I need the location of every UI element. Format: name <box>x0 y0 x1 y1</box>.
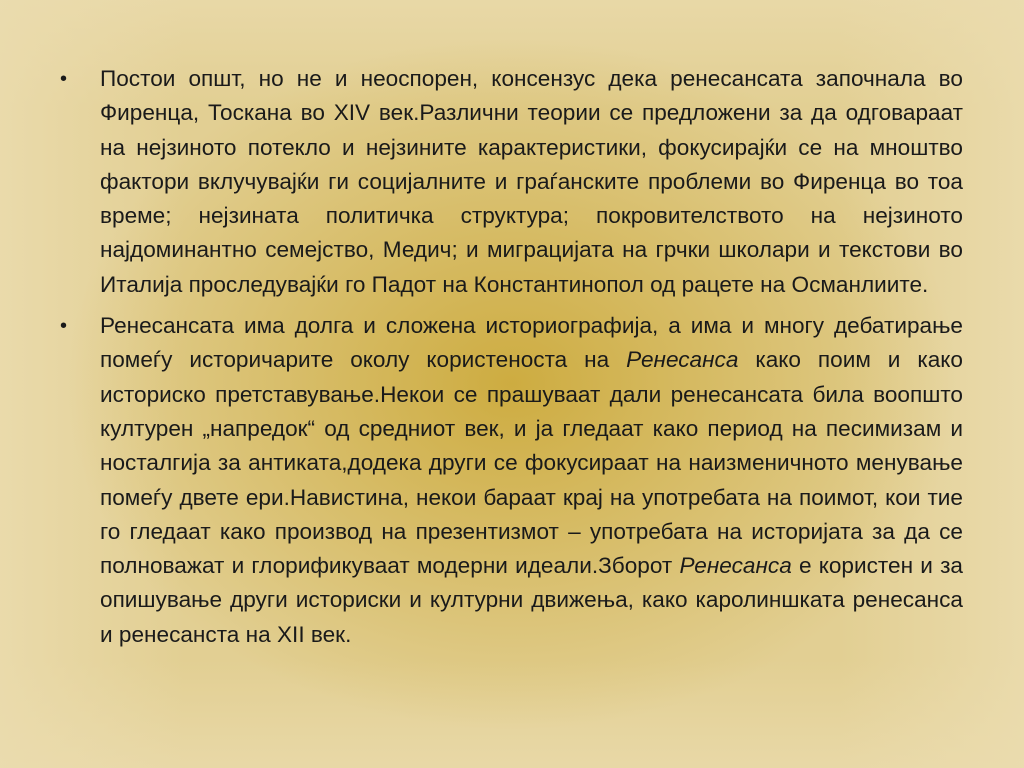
slide-content <box>58 62 963 659</box>
bullet-text-2-part3: е користен и за опишување други историски и културни движења, како каролиншката ренесанса и ренесанста на XII век. <box>100 553 963 647</box>
italic-term-renaissance: Ренесанса <box>679 553 792 579</box>
bullet-icon: • <box>60 315 68 338</box>
bullet-text-2-part1: Ренесансата има долга и сложена историографија, а има и многу дебатирање помеѓу историчарите околу користеноста на <box>100 313 963 373</box>
bullet-text-2-part2: како поим и како историско претставување.Некои се прашуваат дали ренесансата била воопшто културен „напредок“ од средниот век, и ја гледаат како период на песимизам и носталгија за антиката,додека други се фокусираат на наизменичното менување помеѓу двете ери.Навистина, некои бараат крај на употребата на поимот, кои тие го гледаат како производ на презентизмот – употребата на историјата за да се полноважат и глорификуваат модерни идеали.Зборот <box>100 347 963 579</box>
bullet-item-2 <box>58 309 963 652</box>
bullet-item-1 <box>58 62 963 302</box>
bullet-text-1: Постои општ, но не и неоспорен, консензус дека ренесансата започнала во Фиренца, Тоскана во XIV век.Различни теории се предложени за да одговараат на нејзиното потекло и нејзините карактеристики, фокусирајќи се на мноштво фактори вклучувајќи ги социјалните и граѓанските проблеми во Фиренца во тоа време; нејзината политичка структура; покровителството на нејзиното најдоминантно семејство, Медич; и миграцијата на грчки школари и текстови во Италија проследувајќи го Падот на Константинопол од рацете на Османлиите. <box>100 66 963 297</box>
italic-term-renaissance: Ренесанса <box>626 347 739 373</box>
bullet-icon: • <box>60 68 68 90</box>
